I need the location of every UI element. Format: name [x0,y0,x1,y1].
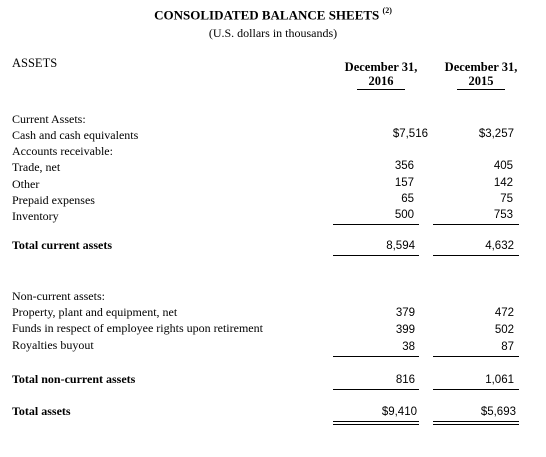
noncurrent-total-rule-2015 [433,389,519,390]
trade-2016-value: 356 [394,160,414,172]
ppe-label: Property, plant and equipment, net [12,305,178,319]
current-subtotal-rule-2015 [433,224,519,225]
trade-2015-value: 405 [493,160,513,172]
inventory-2015-value: 753 [493,209,513,221]
trade-net-label: Trade, net [12,160,61,174]
current-total-rule-2015 [433,255,519,256]
total-noncurrent-2015-value: 1,061 [485,374,514,386]
funds-2016-value: 399 [395,324,415,336]
column-header-2016-year: 2016 [357,74,405,90]
cash-2016-value: $7,516 [392,128,428,140]
total-noncurrent-assets-label: Total non-current assets [12,372,136,386]
total-assets-double-rule-2016 [333,421,419,425]
total-assets-double-rule-2015 [433,421,519,425]
column-header-2016 [334,60,428,90]
noncurrent-total-rule-2016 [333,389,419,390]
column-header-2016-line1: December 31, [344,60,418,74]
title-footnote-marker: (2) [382,6,392,15]
total-assets-2015-value: $5,693 [480,406,516,418]
noncurrent-subtotal-rule-2016 [333,356,419,357]
prepaid-2015-value: 75 [500,193,513,205]
noncurrent-subtotal-rule-2015 [433,356,519,357]
prepaid-2016-value: 65 [401,193,414,205]
royalties-buyout-label: Royalties buyout [12,338,94,352]
total-current-2016-value: 8,594 [386,240,415,252]
other-receivable-label: Other [12,177,40,191]
accounts-receivable-label: Accounts receivable: [12,144,113,158]
cash-2015-value: $3,257 [478,128,514,140]
current-subtotal-rule-2016 [333,224,419,225]
royalties-2015-value: 87 [501,341,514,353]
funds-2015-value: 502 [494,324,514,336]
total-noncurrent-2016-value: 816 [395,374,415,386]
cash-label: Cash and cash equivalents [12,128,139,142]
noncurrent-assets-heading: Non-current assets: [12,289,105,303]
total-assets-label: Total assets [12,404,71,418]
prepaid-expenses-label: Prepaid expenses [12,193,95,207]
inventory-label: Inventory [12,209,59,223]
page-subtitle: (U.S. dollars in thousands) [208,26,338,40]
total-assets-2016-value: $9,410 [381,406,417,418]
inventory-2016-value: 500 [394,209,414,221]
current-total-rule-2016 [333,255,419,256]
column-header-2015-line1: December 31, [444,60,518,74]
total-current-2015-value: 4,632 [485,240,514,252]
other-2015-value: 142 [493,177,513,189]
page-title: CONSOLIDATED BALANCE SHEETS $^{(2)}$ [154,6,392,23]
other-2016-value: 157 [394,177,414,189]
column-header-2015-year: 2015 [457,74,505,90]
ppe-2016-value: 379 [395,307,415,319]
royalties-2016-value: 38 [402,341,415,353]
total-current-assets-label: Total current assets [12,238,112,252]
assets-section-heading: ASSETS [12,56,58,70]
ppe-2015-value: 472 [494,307,514,319]
employee-rights-funds-label: Funds in respect of employee rights upon retirement [12,321,263,335]
column-header-2015 [434,60,528,90]
current-assets-heading: Current Assets: [12,112,86,126]
